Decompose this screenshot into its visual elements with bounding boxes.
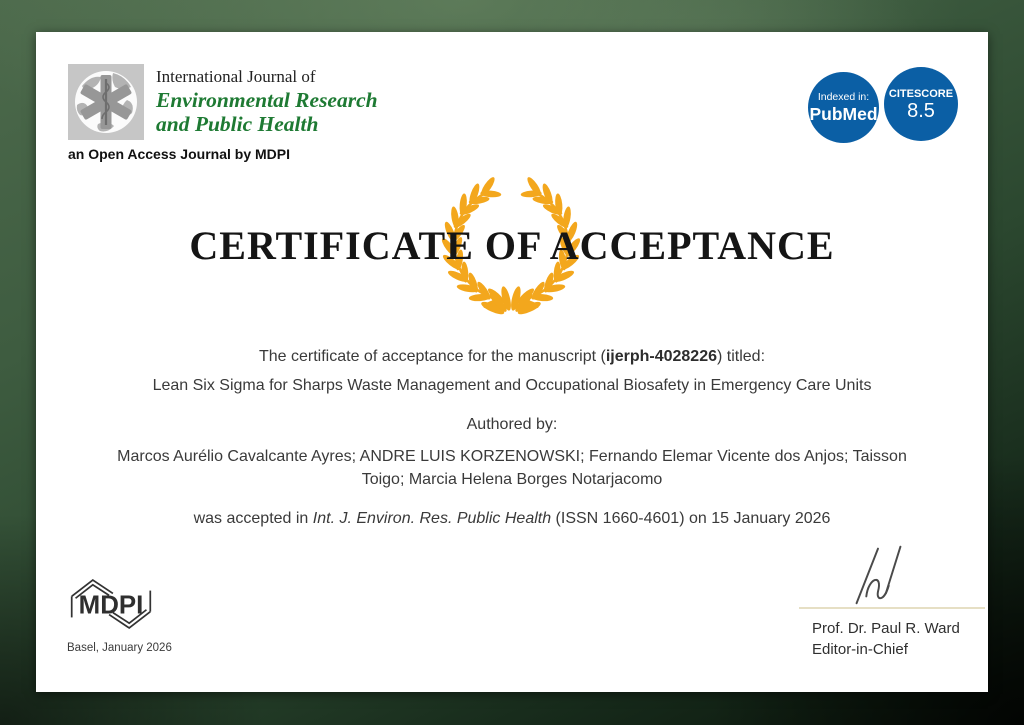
certificate-title: CERTIFICATE OF ACCEPTANCE (189, 223, 835, 268)
signatory-name: Prof. Dr. Paul R. Ward (812, 620, 960, 637)
signature-icon (839, 542, 917, 606)
authors-list: Marcos Aurélio Cavalcante Ayres; ANDRE LUIS KORZENOWSKI; Fernando Elemar Vicente dos Anjos; Taisson Toigo; Marcia Helena Borges Notarjacomo (117, 448, 907, 488)
journal-name-line2: Environmental Research (156, 87, 378, 112)
journal-abbreviation: Int. J. Environ. Res. Public Health (312, 510, 552, 527)
journal-name-line1: International Journal of (156, 67, 316, 86)
journal-name-line3: and Public Health (156, 111, 319, 136)
accepted-suffix: (ISSN 1660-4601) on 15 January 2026 (551, 510, 831, 527)
authored-by-label: Authored by: (466, 416, 558, 433)
pubmed-indexed-badge (808, 72, 879, 143)
open-access-subtitle: an Open Access Journal by MDPI (68, 146, 290, 162)
manuscript-id: ijerph-4028226 (605, 348, 717, 365)
citescore-badge-label: CITESCORE (888, 87, 954, 100)
pubmed-badge-label: Indexed in: (817, 91, 870, 103)
manuscript-intro (36, 348, 988, 366)
signature-line (799, 607, 985, 609)
intro-suffix: ) titled: (717, 348, 766, 365)
mdpi-logo-text: MDPI (78, 591, 144, 620)
citescore-badge-value: 8.5 (907, 99, 935, 122)
signatory (812, 618, 960, 660)
accepted-prefix: was accepted in (193, 510, 313, 527)
certificate (36, 32, 988, 692)
place-date: Basel, January 2026 (67, 642, 172, 654)
intro-prefix: The certificate of acceptance for the manuscript ( (258, 348, 606, 365)
mdpi-logo-icon (65, 572, 157, 636)
signatory-title: Editor-in-Chief (812, 641, 908, 658)
acceptance-statement (36, 510, 988, 528)
pubmed-badge-value: PubMed (809, 104, 878, 124)
citescore-badge (884, 67, 958, 141)
paper-title: Lean Six Sigma for Sharps Waste Management and Occupational Biosafety in Emergency Care Units (152, 377, 872, 394)
journal-name (156, 68, 378, 136)
journal-logo-globe-star-of-life-icon (68, 64, 144, 140)
